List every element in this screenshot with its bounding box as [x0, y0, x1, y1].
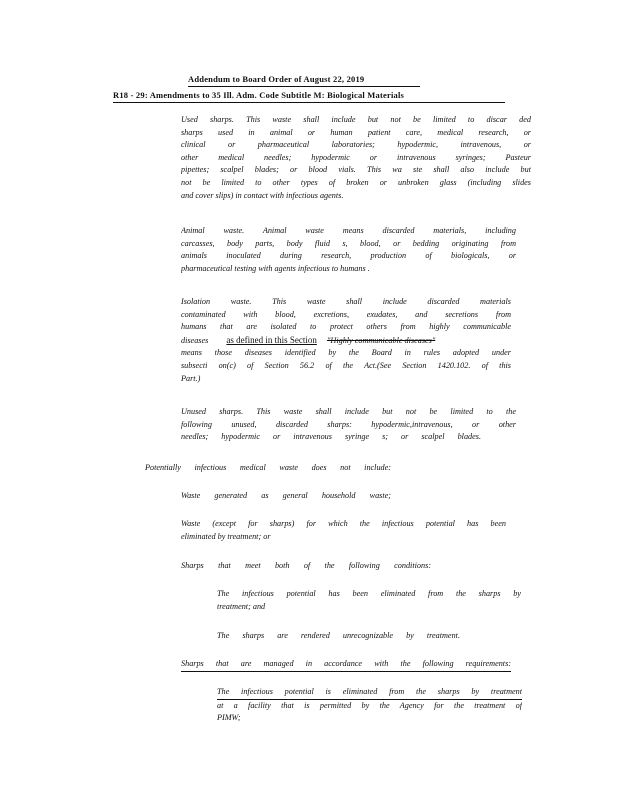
isolation-waste-paragraph	[181, 296, 511, 385]
text-line: Potentially infectious medical waste does not include:	[145, 463, 391, 472]
text-line: Used sharps. This waste shall include but not be limited to discar ded	[181, 115, 531, 124]
text-line: needles; hypodermic or intravenous syringe s; or scalpel blades.	[181, 432, 481, 442]
exclusion-item-managed-sharps	[181, 658, 511, 672]
addendum-header: Addendum to Board Order of August 22, 2019	[188, 74, 420, 87]
text-line: not be limited to other types of broken or unbroken glass (including slides	[181, 177, 531, 187]
text-line: Unused sharps. This waste shall include but not be limited to the	[181, 407, 516, 416]
text-line: pipettes; scalpel blades; or blood vials. This wa ste shall also include but	[181, 165, 531, 175]
amended-line	[181, 334, 511, 348]
text-line: other medical needles; hypodermic or intravenous syringes; Pasteur	[181, 152, 531, 162]
text-line: humans that are isolated to protect others from highly communicable	[181, 322, 511, 332]
condition-potential-eliminated	[217, 588, 521, 613]
text-line: Waste generated as general household waste;	[181, 491, 391, 500]
deleted-text: "Highly communicable diseases"	[326, 335, 436, 345]
text-line: at a facility that is permitted by the Agency for the treatment of	[217, 700, 522, 710]
inserted-text: as defined in this Section	[226, 334, 317, 345]
text-line: and cover slips) in contact with infectious agents.	[181, 190, 344, 200]
text-line: eliminated by treatment; or	[181, 531, 271, 541]
text-line: The sharps are rendered unrecognizable by treatment.	[217, 631, 460, 640]
text-line: clinical or pharmaceutical laboratories; hypodermic, intravenous, or	[181, 140, 531, 150]
text-line: means those diseases identified by the Board in rules adopted under	[181, 348, 511, 358]
text-line: Animal waste. Animal waste means discarded materials, including	[181, 226, 516, 235]
text-line: PIMW;	[217, 713, 241, 723]
used-sharps-paragraph	[181, 114, 531, 202]
text-line: Part.)	[181, 373, 201, 383]
text-line: pharmaceutical testing with agents infectious to humans .	[181, 263, 370, 273]
text-line: Isolation waste. This waste shall include discarded materials	[181, 297, 511, 306]
text-line: Sharps that are managed in accordance with the following requirements:	[181, 658, 511, 672]
rulemaking-header: R18 - 29: Amendments to 35 Ill. Adm. Code Subtitle M: Biological Materials	[113, 90, 505, 103]
text-line: following unused, discarded sharps: hypodermic,intravenous, or other	[181, 419, 516, 429]
exclusion-item-household	[181, 490, 391, 503]
text-line: subsecti on(c) of Section 56.2 of the Act.(See Section 1420.102. of this	[181, 360, 511, 370]
text-line: carcasses, body parts, body fluid s, blood, or bedding originating from	[181, 238, 516, 248]
text-line: Sharps that meet both of the following conditions:	[181, 561, 431, 570]
animal-waste-paragraph	[181, 225, 516, 275]
unused-sharps-paragraph	[181, 406, 516, 444]
text-line: sharps used in animal or human patient care, medical research, or	[181, 127, 531, 137]
condition-unrecognizable	[217, 630, 460, 643]
text-span: diseases	[181, 335, 209, 345]
exclusion-item-sharps-conditions	[181, 560, 431, 573]
text-line: The infectious potential has been eliminated from the sharps by	[217, 589, 521, 598]
exclusion-item-treated-waste	[181, 518, 506, 543]
requirement-treatment-facility	[217, 686, 522, 725]
text-line: contaminated with blood, excretions, exudates, and secretions from	[181, 309, 511, 319]
text-line: Waste (except for sharps) for which the infectious potential has been	[181, 519, 506, 528]
text-line: treatment; and	[217, 601, 266, 611]
exclusions-intro	[145, 462, 391, 475]
text-line: The infectious potential is eliminated from the sharps by treatment	[217, 686, 522, 700]
text-line: animals inoculated during research, production of biologicals, or	[181, 251, 516, 261]
